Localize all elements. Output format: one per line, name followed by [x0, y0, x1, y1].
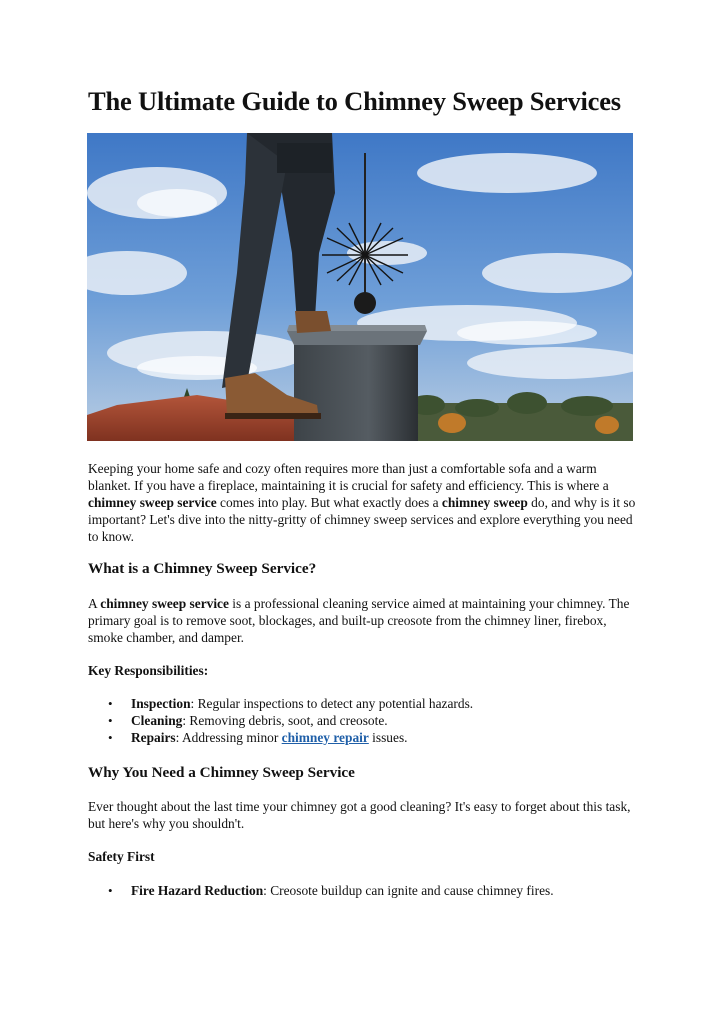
why-need-paragraph: Ever thought about the last time your chimney got a good cleaning? It's easy to forget about this task, but here's why you shouldn't.: [88, 799, 631, 831]
section-heading-why-need: Why You Need a Chimney Sweep Service: [88, 764, 355, 781]
list-item: • Repairs: Addressing minor chimney repair issues.: [88, 729, 473, 746]
what-is-paragraph: A chimney sweep service is a professional cleaning service aimed at maintaining your chimney. The primary goal is to remove soot, blockages, and built-up creosote from the chimney liner, firebox, smoke chamber, and damper.: [88, 596, 630, 645]
intro-paragraph: Keeping your home safe and cozy often requires more than just a comfortable sofa and a warm blanket. If you have a fireplace, maintaining it is crucial for safety and efficiency. This is where a chimney sweep service comes into play. But what exactly does a chimney sweep do, and why is it so important? Let's dive into the nitty-gritty of chimney sweep services and explore everything you need to know.: [88, 461, 636, 544]
list-item: • Fire Hazard Reduction: Creosote buildup can ignite and cause chimney fires.: [88, 882, 554, 899]
chimney-repair-link[interactable]: chimney repair: [281, 730, 369, 745]
responsibilities-list: [88, 695, 473, 746]
hero-image: [87, 133, 633, 441]
key-responsibilities-heading: Key Responsibilities:: [88, 663, 209, 678]
safety-first-heading: Safety First: [88, 849, 155, 864]
list-item: • Inspection: Regular inspections to detect any potential hazards.: [88, 695, 473, 712]
section-heading-what-is: What is a Chimney Sweep Service?: [88, 560, 317, 577]
safety-list: [88, 882, 554, 899]
list-item: • Cleaning: Removing debris, soot, and creosote.: [88, 712, 473, 729]
page-title: The Ultimate Guide to Chimney Sweep Services: [88, 86, 621, 116]
chimney-sweep-photo: [87, 133, 633, 441]
